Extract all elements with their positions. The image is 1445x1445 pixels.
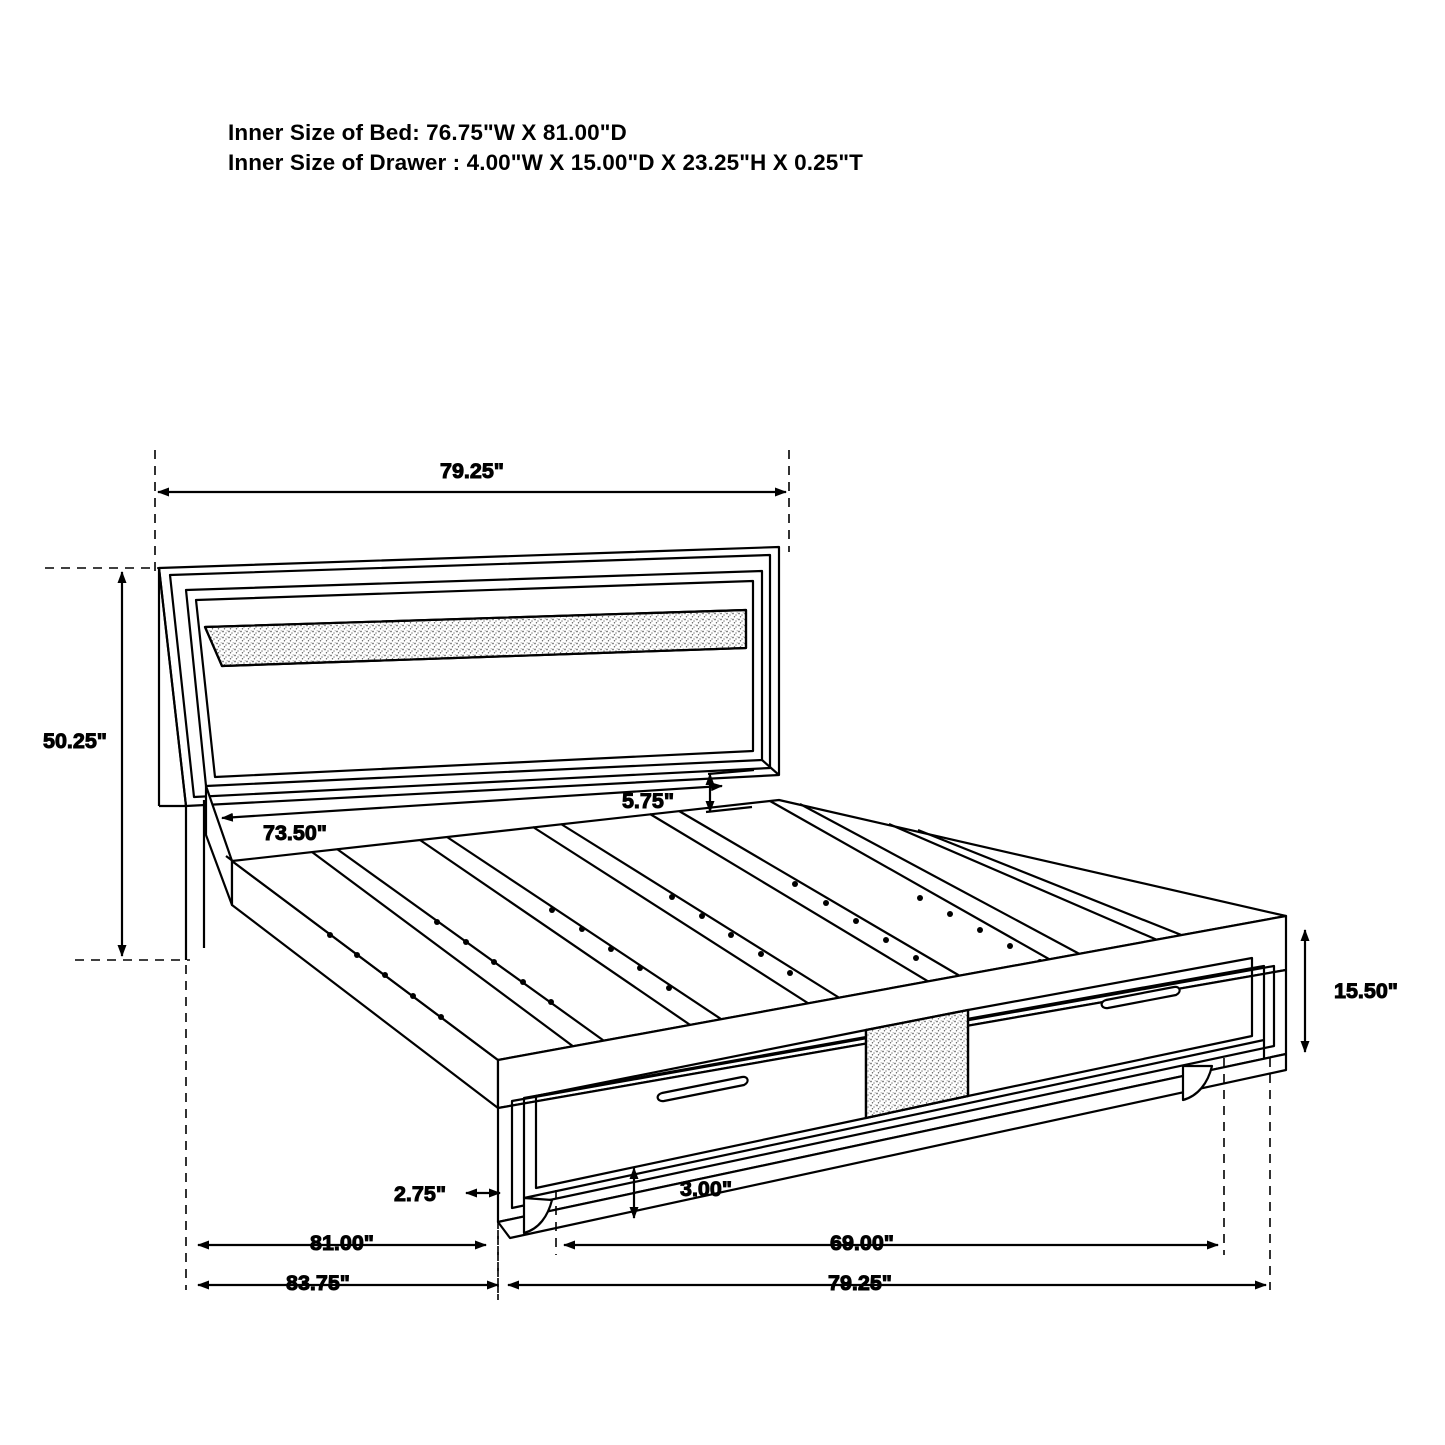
label-footboard-height: 15.50" xyxy=(1334,979,1398,1003)
inner-size-drawer-text: Inner Size of Drawer : 4.00"W X 15.00"D X 23.25"H X 0.25"T xyxy=(228,150,863,175)
label-rail-offset: 5.75" xyxy=(621,789,675,813)
inner-size-bed-text: Inner Size of Bed: 76.75"W X 81.00"D xyxy=(228,120,627,145)
label-bed-depth: 81.00" xyxy=(310,1231,374,1255)
label-headboard-width: 79.25" xyxy=(440,459,504,483)
label-leg-height: 3.00" xyxy=(680,1177,733,1201)
label-overall-width: 79.25" xyxy=(828,1271,892,1295)
label-drawer-span: 69.00" xyxy=(830,1231,894,1255)
label-foot-leg-width: 2.75" xyxy=(393,1182,447,1206)
label-headboard-height: 50.25" xyxy=(43,729,107,753)
bed-illustration xyxy=(159,547,1286,1238)
label-panel-inner-width: 73.50" xyxy=(263,821,327,845)
label-overall-depth: 83.75" xyxy=(286,1271,350,1295)
